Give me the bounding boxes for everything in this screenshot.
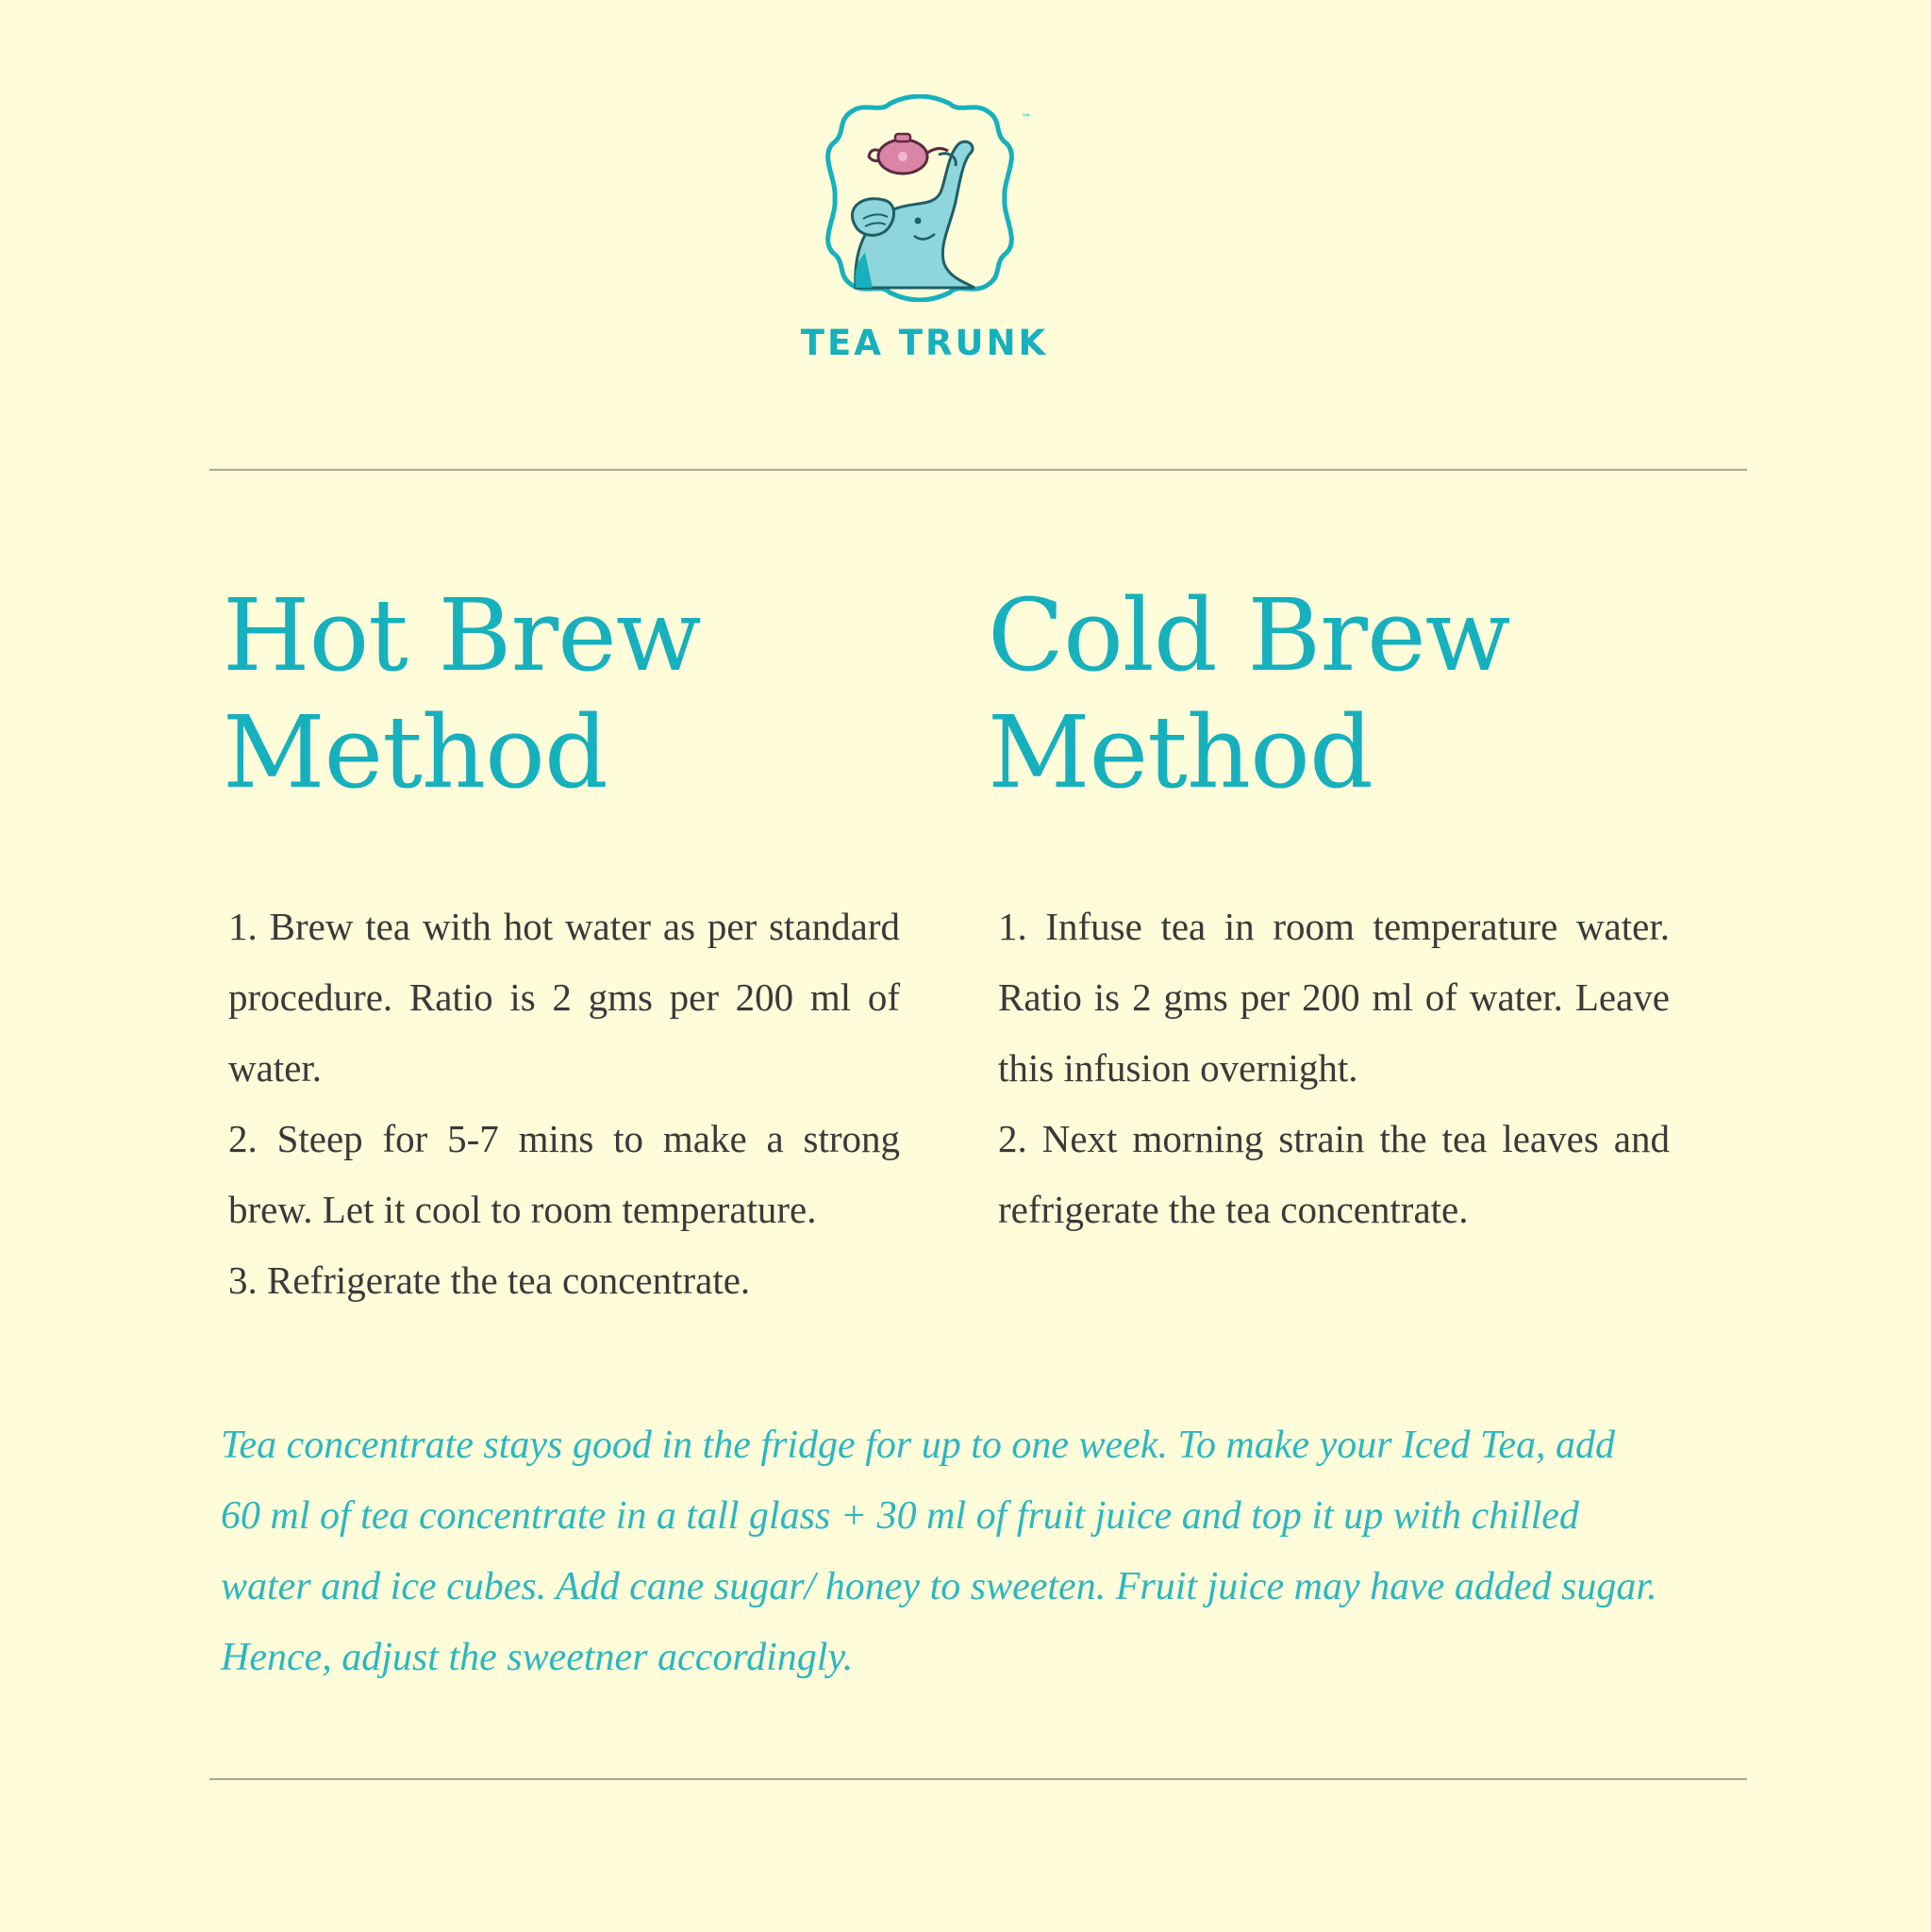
hot-brew-step-2: 2. Steep for 5-7 mins to make a strong brew. Let it cool to room temperature.	[228, 1117, 900, 1231]
hot-brew-steps	[228, 891, 900, 1316]
elephant-teapot-icon	[797, 94, 1042, 302]
trademark-symbol: ™	[1022, 113, 1031, 124]
cold-brew-heading	[988, 577, 1509, 811]
cold-brew-step-2: 2. Next morning strain the tea leaves and refrigerate the tea concentrate.	[998, 1117, 1670, 1231]
bottom-divider	[209, 1778, 1747, 1780]
hot-brew-title-line2: Method	[223, 694, 608, 810]
top-divider	[209, 469, 1747, 471]
hot-brew-step-3: 3. Refrigerate the tea concentrate.	[228, 1258, 751, 1302]
cold-brew-title-line1: Cold Brew	[988, 577, 1510, 693]
cold-brew-steps	[998, 891, 1670, 1245]
hot-brew-heading	[223, 577, 701, 811]
cold-brew-step-1: 1. Infuse tea in room temperature water. Ratio is 2 gms per 200 ml of water. Leave this infusion overnight.	[998, 905, 1670, 1090]
hot-brew-title-line1: Hot Brew	[223, 577, 701, 693]
iced-tea-note: Tea concentrate stays good in the fridge for up to one week. To make your Iced Tea, add 60 ml of tea concentrate in a tall glass + 30 ml of fruit juice and top it up with chilled water and ice cubes. Add cane sugar/ honey to sweeten. Fruit juice may have added sugar. Hence, adjust the sweetner accordingly.	[221, 1424, 1657, 1679]
hot-brew-step-1: 1. Brew tea with hot water as per standard procedure. Ratio is 2 gms per 200 ml of water.	[228, 905, 900, 1090]
cold-brew-title-line2: Method	[988, 694, 1373, 810]
tea-trunk-logo	[797, 94, 1042, 302]
brand-name: TEA TRUNK	[800, 323, 1049, 363]
